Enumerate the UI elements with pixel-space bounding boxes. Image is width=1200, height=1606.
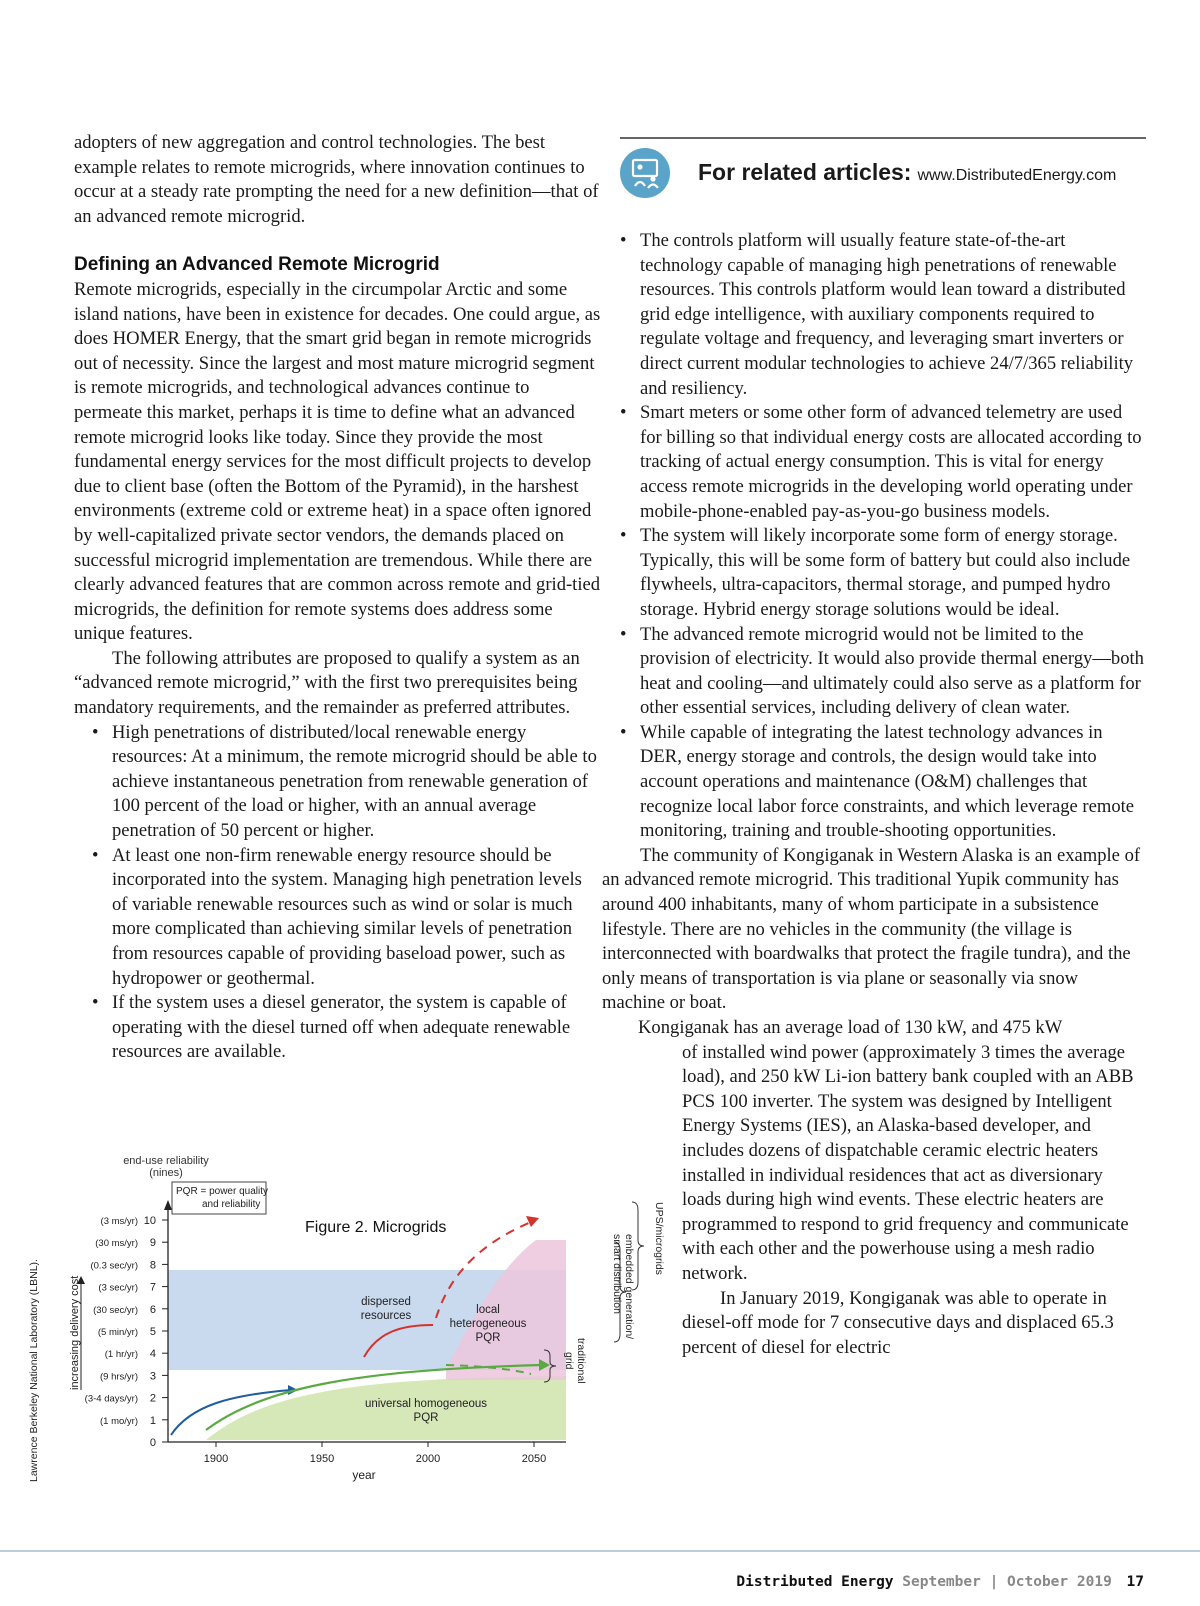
x-tick-label: 1900 bbox=[203, 1453, 229, 1465]
legend-line-1: PQR = power quality bbox=[176, 1186, 268, 1197]
y-tick-value: 6 bbox=[149, 1303, 156, 1316]
universal-label-1: universal homogeneous bbox=[364, 1398, 488, 1410]
list-item: • If the system uses a diesel generator, the system is capable of operating with the diesel turned off when adequate renewable resources are available. bbox=[74, 991, 602, 1065]
dispersed-label-1: dispersed bbox=[361, 1296, 411, 1308]
left-column bbox=[74, 131, 602, 1065]
diesel-off-paragraph: In January 2019, Kongiganak was able to operate in diesel-off mode for 7 consecutive days and displaced 65.3 percent of diesel for electric bbox=[682, 1287, 1114, 1358]
embedded-label-1: embedded generation/ bbox=[623, 1234, 635, 1340]
publication-name: Distributed Energy bbox=[736, 1574, 894, 1590]
list-item: • High penetrations of distributed/local renewable energy resources: At a minimum, the remote microgrid should be able to achieve instantaneous penetration from renewable generation of 100 percent of the load or higher, with an annual average penetration of 50 percent or higher. bbox=[74, 721, 602, 844]
related-articles-banner bbox=[620, 148, 1146, 198]
ups-label: UPS/microgrids bbox=[653, 1202, 665, 1275]
y-title-line-1: end-use reliability bbox=[123, 1155, 209, 1167]
list-item: • The advanced remote microgrid would not be limited to the provision of electricity. It would also provide thermal energy—both heat and cooling—and ultimately could also serve as a platform for other essential services, including delivery of clean water. bbox=[602, 623, 1145, 721]
y-title-line-2: (nines) bbox=[149, 1167, 183, 1179]
sidebar-rule bbox=[620, 137, 1146, 139]
y-tick-value: 5 bbox=[149, 1326, 156, 1338]
x-axis-label: year bbox=[352, 1468, 376, 1482]
list-item: • The system will likely incorporate some form of energy storage. Typically, this will be some form of battery but could also include flywheels, ultra-capacitors, thermal storage, and pumped hydro storage. Hybrid energy storage solutions would be ideal. bbox=[602, 524, 1145, 622]
x-tick-label: 2050 bbox=[521, 1453, 547, 1465]
list-item: • While capable of integrating the latest technology advances in DER, energy storage and controls, the design would take into account operations and maintenance (O&M) challenges that recognize local labor force constraints, and which leverage remote monitoring, training and trouble-shooting opportunities. bbox=[602, 721, 1145, 844]
kongiganak-load-lead: Kongiganak has an average load of 130 kW, and 475 kW bbox=[638, 1017, 1063, 1038]
kongiganak-load-paragraph: of installed wind power (approximately 3 times the average load), and 250 kW Li-ion battery bank coupled with an ABB PCS 100 inverter. The system was designed by Intelligent Energy Systems (IES), an Alaska-based developer, and includes dozens of dispatchable ceramic electric heaters installed in individual residences that act as diversionary loads during high wind events. These electric heaters are programmed to respond to grid frequency and communicate with each other and the powerhouse using a mesh radio network. bbox=[682, 1041, 1134, 1284]
y-tick-unit: (30 ms/yr) bbox=[95, 1238, 138, 1250]
traditional-label-2: grid bbox=[563, 1352, 575, 1370]
figure-caption: Figure 2. Microgrids bbox=[305, 1219, 447, 1236]
dispersed-label-2: resources bbox=[360, 1310, 412, 1322]
issue-date: September | October 2019 bbox=[902, 1574, 1112, 1590]
body-paragraph-2: The following attributes are proposed to qualify a system as an “advanced remote microgrid,” with the first two prerequisites being mandatory requirements, and the remainder as preferred attributes. bbox=[74, 647, 580, 719]
y-tick-unit: (9 hrs/yr) bbox=[100, 1371, 138, 1383]
y-tick-unit: (1 mo/yr) bbox=[100, 1415, 138, 1427]
x-tick-label: 2000 bbox=[415, 1453, 441, 1465]
page-footer bbox=[736, 1574, 1144, 1590]
y-tick-value: 10 bbox=[143, 1215, 156, 1227]
y-tick-unit: (3 sec/yr) bbox=[98, 1282, 138, 1294]
footer-rule bbox=[0, 1550, 1200, 1552]
intro-paragraph: adopters of new aggregation and control technologies. The best example relates to remote microgrids, where innovation continues to occur at a steady rate prompting the need for a new definition—that of an advanced remote microgrid. bbox=[74, 132, 599, 227]
y-tick-unit: (30 sec/yr) bbox=[93, 1304, 138, 1316]
related-articles-label bbox=[698, 159, 1116, 186]
list-item: • Smart meters or some other form of advanced telemetry are used for billing so that individual energy costs are allocated according to tracking of actual energy consumption. This is vital for energy access remote microgrids in the developing world operating under mobile-phone-enabled pay-as-you-go business models. bbox=[602, 401, 1145, 524]
local-label-2: heterogeneous bbox=[449, 1318, 527, 1330]
legend-line-2: and reliability bbox=[202, 1199, 261, 1210]
feature-list bbox=[602, 229, 1145, 844]
y-tick-unit: (3-4 days/yr) bbox=[84, 1393, 138, 1405]
red-arrow-icon bbox=[526, 1216, 539, 1227]
y-tick-unit: (1 hr/yr) bbox=[104, 1349, 138, 1361]
attribute-list bbox=[74, 721, 602, 1065]
y-tick-value: 9 bbox=[149, 1237, 156, 1250]
universal-label-2: PQR bbox=[413, 1412, 439, 1424]
kongiganak-paragraph: The community of Kongiganak in Western Alaska is an example of an advanced remote microgrid. This traditional Yupik community has around 400 inhabitants, many of whom participate in a subsistence lifestyle. There are no vehicles in the community (the village is interconnected with boardwalks that protect the fragile tundra), and the only means of transportation is via plane or seasonally via snow machine or boat. bbox=[602, 844, 1141, 1014]
x-ticks bbox=[204, 1442, 546, 1465]
y-tick-value: 3 bbox=[149, 1370, 156, 1383]
y-axis-arrow-icon bbox=[164, 1200, 172, 1210]
wrapped-text-block bbox=[620, 1041, 1145, 1361]
microgrids-figure bbox=[66, 1155, 665, 1540]
figure-credit: Lawrence Berkeley National Laboratory (LBNL). bbox=[28, 1259, 40, 1482]
y-tick-value: 7 bbox=[149, 1281, 156, 1294]
y-tick-value: 2 bbox=[149, 1392, 156, 1405]
section-heading: Defining an Advanced Remote Microgrid bbox=[74, 254, 440, 276]
y-tick-value: 1 bbox=[149, 1414, 156, 1427]
y-ticks bbox=[85, 1215, 168, 1449]
y-tick-value: 4 bbox=[149, 1348, 156, 1361]
embedded-label-2: smart distribution bbox=[611, 1234, 623, 1314]
local-label-1: local bbox=[476, 1304, 500, 1316]
y-tick-unit: (5 min/yr) bbox=[97, 1327, 138, 1338]
y-tick-value: 8 bbox=[149, 1259, 156, 1272]
y-axis-label: increasing delivery cost bbox=[69, 1275, 81, 1390]
related-url-link[interactable]: www.DistributedEnergy.com bbox=[917, 167, 1117, 184]
y-tick-unit: (0.3 sec/yr) bbox=[90, 1260, 138, 1272]
local-label-3: PQR bbox=[475, 1332, 501, 1344]
related-label-text: For related articles: bbox=[698, 159, 912, 185]
traditional-label-1: traditional bbox=[575, 1338, 587, 1384]
list-item: • At least one non-firm renewable energy resource should be incorporated into the system. Managing high penetration levels of variable renewable resources such as wind or solar is much more complicated than achieving similar levels of penetration from resources capable of providing baseload power, such as hydropower or geothermal. bbox=[74, 844, 602, 992]
presentation-icon bbox=[620, 148, 670, 198]
page-number: 17 bbox=[1126, 1574, 1144, 1590]
x-tick-label: 1950 bbox=[309, 1453, 335, 1465]
y-tick-unit: (3 ms/yr) bbox=[100, 1216, 138, 1227]
y-tick-value: 0 bbox=[149, 1437, 156, 1449]
list-item: • The controls platform will usually feature state-of-the-art technology capable of managing high penetrations of renewable resources. This controls platform would lean toward a distributed grid edge intelligence, with auxiliary components required to regulate voltage and frequency, and leveraging smart inverters or direct current modular technologies to achieve 24/7/365 reliability and resiliency. bbox=[602, 229, 1145, 401]
body-paragraph-1: Remote microgrids, especially in the circumpolar Arctic and some island nations, have been in existence for decades. One could argue, as does HOMER Energy, that the smart grid began in remote microgrids out of necessity. Since the largest and most mature microgrid segment is remote microgrids, and technological advances continue to permeate this market, perhaps it is time to define what an advanced remote microgrid looks like today. Since they provide the most fundamental energy services for the most difficult projects to develop due to client base (often the Bottom of the Pyramid), in the harshest environments (extreme cold or extreme heat) in a space often ignored by well-capitalized private sector vendors, the demands placed on successful microgrid implementation are tremendous. While there are clearly advanced features that are common across remote and grid-tied microgrids, the definition for remote systems does address some unique features. bbox=[74, 278, 601, 645]
